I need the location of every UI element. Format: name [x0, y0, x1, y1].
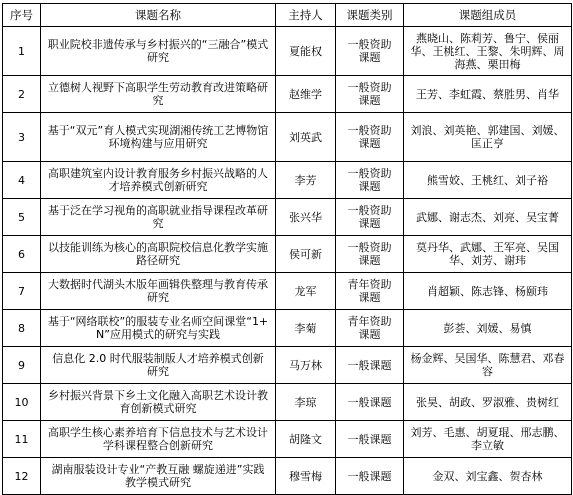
row-host: 马万林: [276, 347, 336, 384]
row-no: 10: [3, 384, 41, 421]
row-members: 刘芳、毛惠、胡夏琨、邢志鹏、李立敏: [404, 421, 572, 458]
row-no: 2: [3, 76, 41, 113]
row-type: 一般课题: [336, 458, 404, 495]
row-no: 6: [3, 236, 41, 273]
header-host: 主持人: [276, 4, 336, 27]
table-row: [3, 27, 572, 76]
header-type: 课题类别: [336, 4, 404, 27]
header-no: 序号: [3, 4, 41, 27]
row-host: 穆雪梅: [276, 458, 336, 495]
row-name: 职业院校非遗传承与乡村振兴的“三融合”模式研究: [41, 27, 276, 76]
table-row: [3, 384, 572, 421]
row-members: 武娜、谢志杰、刘亮、吴宝菁: [404, 199, 572, 236]
table-row: [3, 310, 572, 347]
row-host: 李菊: [276, 310, 336, 347]
projects-table-container: [2, 3, 572, 495]
table-row: [3, 347, 572, 384]
row-no: 7: [3, 273, 41, 310]
row-members: 彭荟、刘媛、易慎: [404, 310, 572, 347]
table-header-row: [3, 4, 572, 27]
row-name: 高职学生核心素养培育下信息技术与艺术设计学科课程整合创新研究: [41, 421, 276, 458]
row-name: 信息化 2.0 时代服装制版人才培养模式创新研究: [41, 347, 276, 384]
row-name: 高职建筑室内设计教育服务乡村振兴战略的人才培养模式创新研究: [41, 162, 276, 199]
row-type: 一般课题: [336, 421, 404, 458]
row-type: 一般资助 课题: [336, 236, 404, 273]
row-type: 一般资助 课题: [336, 76, 404, 113]
row-no: 12: [3, 458, 41, 495]
row-type: 一般资助 课题: [336, 27, 404, 76]
row-host: 赵维学: [276, 76, 336, 113]
row-no: 9: [3, 347, 41, 384]
table-row: [3, 421, 572, 458]
row-name: 立德树人视野下高职学生劳动教育改进策略研究: [41, 76, 276, 113]
row-no: 11: [3, 421, 41, 458]
table-row: [3, 273, 572, 310]
table-row: [3, 113, 572, 162]
table-row: [3, 162, 572, 199]
row-no: 4: [3, 162, 41, 199]
table-row: [3, 458, 572, 495]
projects-table: [2, 3, 572, 495]
row-members: 燕晓山、陈莉芳、鲁宁、侯丽华、王桃红、王黎、朱明辉、周海燕、栗田梅: [404, 27, 572, 76]
row-name: 乡村振兴背景下乡土文化融入高职艺术设计教育创新模式研究: [41, 384, 276, 421]
row-type: 一般课题: [336, 384, 404, 421]
row-name: 基于“双元”育人模式实现湖湘传统工艺博物馆环境构建与应用研究: [41, 113, 276, 162]
row-members: 张昊、胡政、罗淑雅、贵树红: [404, 384, 572, 421]
row-type: 一般课题: [336, 347, 404, 384]
row-members: 金双、刘宝鑫、贺杏林: [404, 458, 572, 495]
table-row: [3, 199, 572, 236]
row-host: 侯可新: [276, 236, 336, 273]
header-name: 课题名称: [41, 4, 276, 27]
row-host: 胡隆文: [276, 421, 336, 458]
row-name: 大数据时代湖头木版年画辑佚整理与教育传承研究: [41, 273, 276, 310]
row-type: 一般资助 课题: [336, 199, 404, 236]
row-members: 杨金辉、吴国华、陈慧君、邓春容: [404, 347, 572, 384]
row-name: 湖南服装设计专业“产教互融 螺旋递进”实践教学模式研究: [41, 458, 276, 495]
row-name: 以技能训练为核心的高职院校信息化教学实施路径研究: [41, 236, 276, 273]
row-members: 熊雪姣、王桃红、刘子裕: [404, 162, 572, 199]
row-name: 基于泛在学习视角的高职就业指导课程改革研究: [41, 199, 276, 236]
table-row: [3, 236, 572, 273]
row-no: 1: [3, 27, 41, 76]
row-host: 刘英武: [276, 113, 336, 162]
row-host: 张兴华: [276, 199, 336, 236]
row-host: 夏能权: [276, 27, 336, 76]
header-members: 课题组成员: [404, 4, 572, 27]
row-name: 基于“网络联校”的服装专业名师空间课堂“1+N”应用模式的研究与实践: [41, 310, 276, 347]
row-no: 5: [3, 199, 41, 236]
row-type: 一般资助 课题: [336, 162, 404, 199]
row-host: 李琼: [276, 384, 336, 421]
table-row: [3, 76, 572, 113]
row-members: 莫丹华、武娜、王军亮、吴国华、刘芳、谢玮: [404, 236, 572, 273]
row-type: 青年资助 课题: [336, 310, 404, 347]
row-members: 刘浪、刘英艳、郭建国、刘媛、匡正亨: [404, 113, 572, 162]
row-type: 一般资助 课题: [336, 113, 404, 162]
row-type: 青年资助 课题: [336, 273, 404, 310]
row-members: 王芳、李虹霞、蔡胜男、肖华: [404, 76, 572, 113]
row-host: 龙军: [276, 273, 336, 310]
row-members: 肖超颖、陈志锋、杨颐玮: [404, 273, 572, 310]
row-host: 李芳: [276, 162, 336, 199]
row-no: 8: [3, 310, 41, 347]
row-no: 3: [3, 113, 41, 162]
